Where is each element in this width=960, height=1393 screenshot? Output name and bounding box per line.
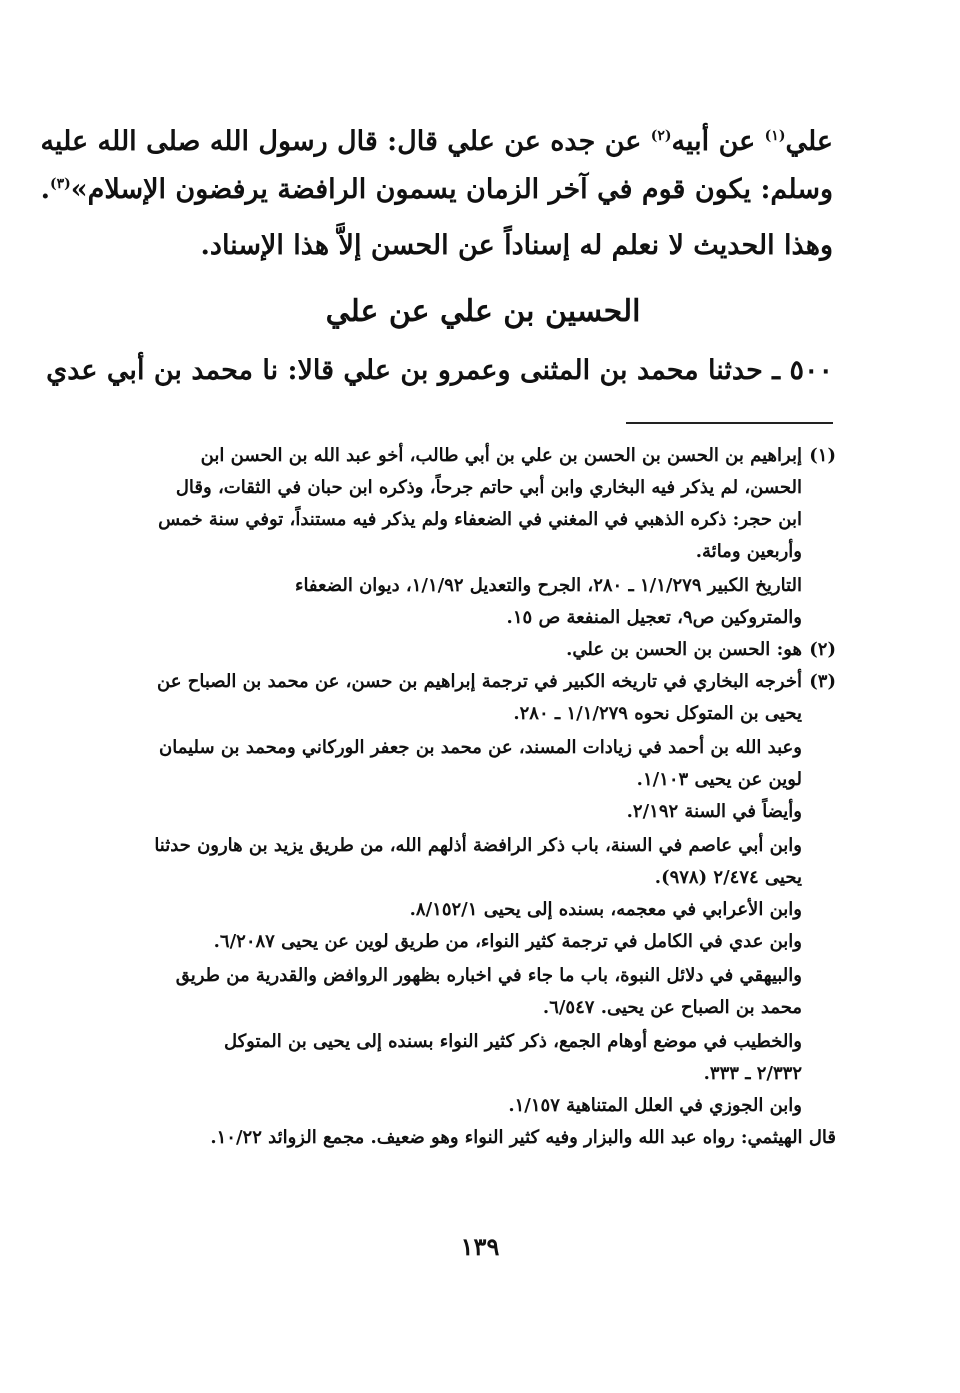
footnote-1-line bbox=[124, 440, 836, 472]
footnote-text: أخرجه البخاري في تاريخه الكبير في ترجمة إبراهيم بن حسن، عن محمد بن الصباح عن bbox=[157, 671, 802, 692]
footnote-3-line: والبيهقي في دلائل النبوة، باب ما جاء في اخباره بظهور الروافض والقدرية من طريق bbox=[175, 965, 802, 986]
footnote-3-line: وابن عدي في الكامل في ترجمة كثير النواء، من طريق لوين عن يحيى ٦/٢٠٨٧. bbox=[213, 931, 802, 952]
text-segment: عن جده عن علي قال: قال رسول الله صلى الله عليه bbox=[40, 126, 651, 157]
text-segment: . bbox=[40, 174, 51, 205]
footnotes bbox=[124, 440, 836, 1154]
footnote-3-line: ٢/٣٣٢ ـ ٣٣٣. bbox=[703, 1063, 802, 1084]
footnote-1-line: وأربعين ومائة. bbox=[695, 541, 802, 562]
text-segment: عن أبيه bbox=[671, 126, 765, 157]
footnote-3-line: لوين عن يحيى ١/١٠٣. bbox=[636, 769, 802, 790]
footnote-3 bbox=[124, 666, 836, 1154]
hadith-500-line: ٥٠٠ ـ حدثنا محمد بن المثنى وعمرو بن علي قالا: نا محمد بن أبي عدي bbox=[46, 355, 833, 386]
footnote-3-line: يحيى بن المتوكل نحوه ١/١/٢٧٩ ـ ٢٨٠. bbox=[513, 703, 802, 724]
footnote-number: (٣) bbox=[809, 671, 836, 692]
footnote-ref-1[interactable]: (١) bbox=[764, 128, 786, 144]
footnote-number: (٢) bbox=[809, 639, 836, 660]
main-text-line-2 bbox=[40, 166, 833, 214]
footnote-number: (١) bbox=[809, 445, 836, 466]
main-text-line-1 bbox=[40, 118, 833, 166]
page-number: ١٣٩ bbox=[460, 1232, 500, 1261]
footnote-1-line: ابن حجر: ذكره الذهبي في المغني في الضعفاء ولم يذكر فيه مستنداً، توفي سنة خمس bbox=[158, 509, 802, 530]
footnote-3-line: وأيضاً في السنة ٢/١٩٢. bbox=[626, 801, 802, 822]
footnote-3-line: يحيى ٢/٤٧٤ (٩٧٨). bbox=[654, 867, 802, 888]
footnote-2-line bbox=[124, 634, 836, 666]
footnote-1-line: الحسن، لم يذكر فيه البخاري وابن أبي حاتم جرحاً، وذكره ابن حبان في الثقات، وقال bbox=[175, 477, 802, 498]
footnote-text: إبراهيم بن الحسن بن الحسن بن علي بن أبي طالب، أخو عبد الله بن الحسن ابن bbox=[200, 445, 802, 466]
footnote-3-line: وابن أبي عاصم في السنة، باب ذكر الرافضة أذلهم الله، من طريق يزيد بن هارون حدثنا bbox=[154, 835, 802, 856]
footnote-3-line: وابن الجوزي في العلل المتناهية ١/١٥٧. bbox=[508, 1095, 802, 1116]
footnote-1 bbox=[124, 440, 836, 634]
footnote-1-ref-line: والمتروكين ص٩، تعجيل المنفعة ص ١٥. bbox=[506, 607, 802, 628]
footnote-3-line: محمد بن الصباح عن يحيى. ٦/٥٤٧. bbox=[542, 997, 802, 1018]
section-heading: الحسين بن علي عن علي bbox=[325, 294, 641, 329]
footnote-2 bbox=[124, 634, 836, 666]
footnote-3-line: وعبد الله بن أحمد في زيادات المسند، عن محمد بن جعفر الوركاني ومحمد بن سليمان bbox=[159, 737, 802, 758]
footnote-1-ref-line: التاريخ الكبير ١/١/٢٧٩ ـ ٢٨٠، الجرح والتعديل ١/١/٩٢، ديوان الضعفاء bbox=[294, 575, 802, 596]
footnote-ref-3[interactable]: (٣) bbox=[50, 176, 71, 192]
footnote-ref-2[interactable]: (٢) bbox=[650, 128, 672, 144]
text-segment: علي bbox=[785, 126, 833, 157]
footnote-text: هو: الحسن بن الحسن بن علي. bbox=[566, 639, 802, 660]
footnote-3-line bbox=[124, 666, 836, 698]
footnote-3-line: قال الهيثمي: رواه عبد الله والبزار وفيه كثير النواء وهو ضعيف. مجمع الزوائد ١٠/٢٢. bbox=[210, 1127, 836, 1148]
text-segment: وسلم: يكون قوم في آخر الزمان يسمون الرافضة يرفضون الإسلام» bbox=[70, 174, 833, 205]
main-text-line-3: وهذا الحديث لا نعلم له إسناداً عن الحسن إلاَّ هذا الإسناد. bbox=[200, 230, 833, 261]
footnote-3-line: والخطيب في موضع أوهام الجمع، ذكر كثير النواء بسنده إلى يحيى بن المتوكل bbox=[223, 1031, 802, 1052]
main-text bbox=[40, 118, 833, 396]
footnote-3-line: وابن الأعرابي في معجمه، بسنده إلى يحيى ٨/١٥٢/١. bbox=[409, 899, 802, 920]
footnote-divider bbox=[626, 422, 833, 424]
